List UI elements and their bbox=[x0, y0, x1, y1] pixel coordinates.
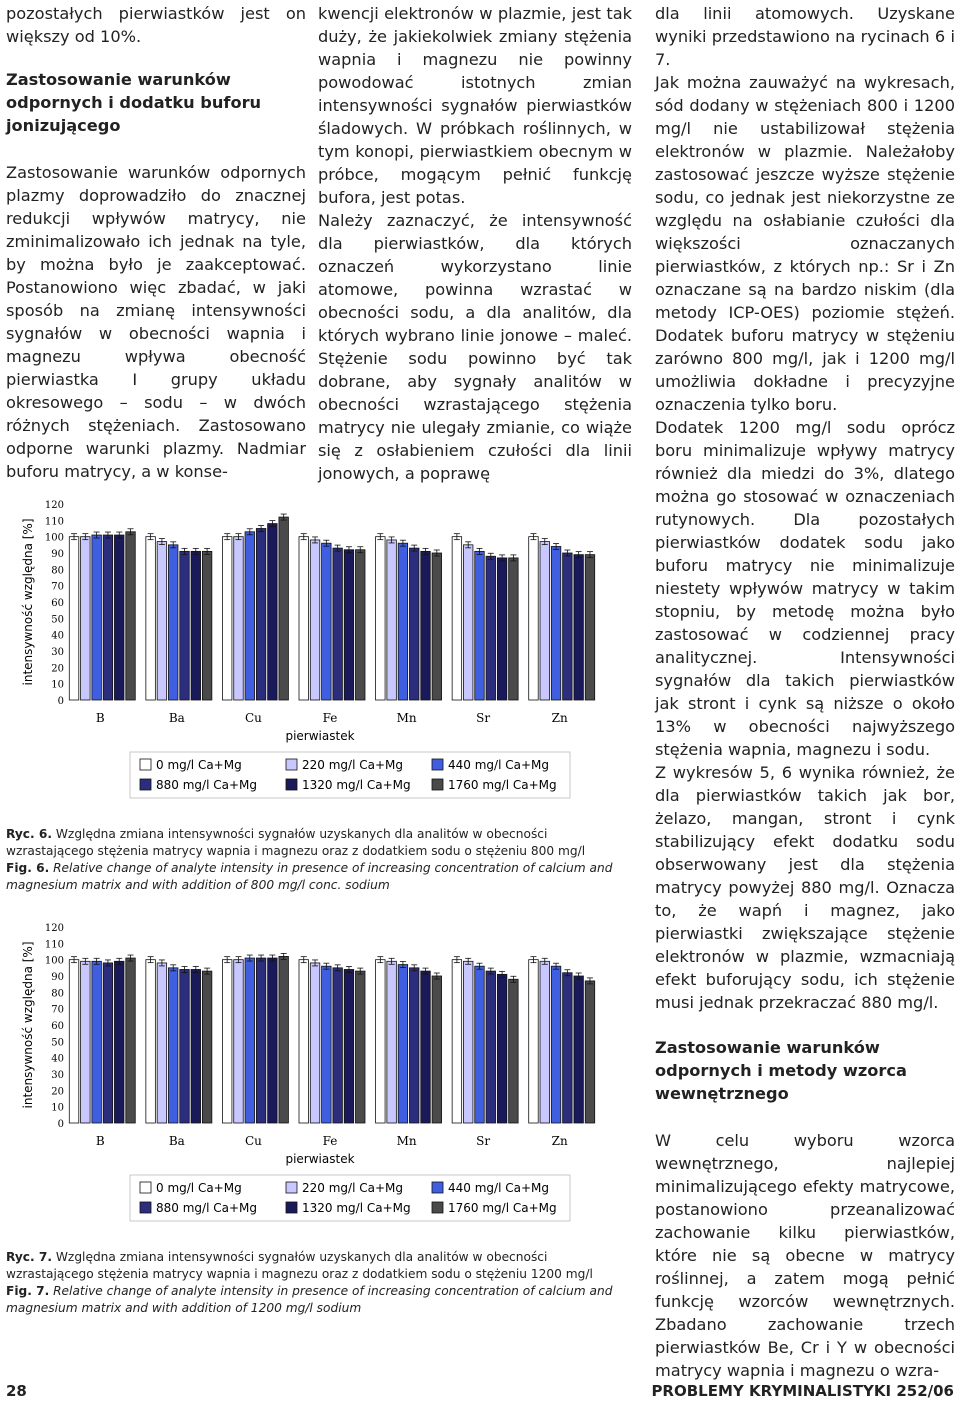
bar-b-0 bbox=[69, 960, 79, 1123]
y-tick-label: 20 bbox=[51, 663, 64, 675]
bar-mn-0 bbox=[376, 960, 386, 1123]
bar-cu-3 bbox=[256, 529, 266, 701]
page-number: 28 bbox=[6, 1382, 27, 1400]
paragraph: pozostałych pierwiastków jest on większy od 10%. bbox=[6, 4, 306, 46]
x-axis-label: pierwiastek bbox=[285, 729, 355, 743]
bar-sr-3 bbox=[486, 971, 496, 1123]
figure-6-caption bbox=[6, 826, 636, 894]
y-tick-label: 20 bbox=[51, 1086, 64, 1098]
y-axis-label: intensywność względna [%] bbox=[21, 518, 35, 686]
y-tick-label: 60 bbox=[51, 1021, 64, 1032]
y-tick-label: 110 bbox=[44, 516, 64, 528]
y-tick-label: 40 bbox=[51, 1053, 64, 1065]
legend-swatch bbox=[286, 779, 297, 790]
legend-label: 0 mg/l Ca+Mg bbox=[156, 1181, 242, 1195]
bar-fe-3 bbox=[333, 548, 343, 700]
bar-ba-1 bbox=[157, 542, 167, 700]
bar-ba-1 bbox=[157, 963, 167, 1123]
bar-zn-0 bbox=[529, 960, 539, 1123]
bar-cu-0 bbox=[222, 960, 232, 1123]
y-tick-label: 110 bbox=[44, 939, 64, 951]
bar-ba-2 bbox=[168, 545, 178, 700]
legend-swatch bbox=[140, 1182, 151, 1193]
legend-swatch bbox=[286, 759, 297, 770]
legend-swatch bbox=[140, 759, 151, 770]
legend-label: 1320 mg/l Ca+Mg bbox=[302, 778, 411, 792]
bar-ba-4 bbox=[191, 551, 201, 700]
y-tick-label: 120 bbox=[44, 923, 64, 934]
text-column-3 bbox=[655, 2, 955, 1382]
y-tick-label: 30 bbox=[51, 1070, 64, 1081]
caption-text: Relative change of analyte intensity in presence of increasing concentration of calcium and magnesium matrix and with addition of 800 mg/l conc. sodium bbox=[6, 861, 613, 892]
legend-swatch bbox=[432, 759, 443, 770]
y-tick-label: 10 bbox=[51, 1102, 64, 1114]
bar-ba-2 bbox=[168, 968, 178, 1123]
caption-text: Względna zmiana intensywności sygnałów uzyskanych dla analitów w obecności wzrastającego stężenia matrycy wapnia i magnezu oraz z dodatkiem sodu o stężeniu 1200 mg/l bbox=[6, 1250, 593, 1281]
y-tick-label: 30 bbox=[51, 647, 64, 658]
y-tick-label: 0 bbox=[57, 696, 64, 707]
bar-mn-5 bbox=[432, 553, 442, 700]
bar-ba-5 bbox=[202, 551, 212, 700]
bar-sr-5 bbox=[509, 558, 518, 700]
paragraph: Jak można zauważyć na wykresach, sód dodany w stężeniach 800 i 1200 mg/l nie ustabilizował stężenia elektronów w plazmie. Należałoby zastosować jeszcze wyższe stężenie sodu, co jednak jest niekorzystne ze względu na osłabianie czułości dla większości oznaczanych pierwiastków, z których np.: Sr i Zn oznaczane są na bardzo niskim (dla metody ICP-OES) poziomie stężeń. Dodatek buforu matrycy w stężeniu zarówno 800 mg/l, jak i 1200 mg/l umożliwia dokładne i precyzyjne oznaczenia tylko boru. bbox=[655, 73, 955, 414]
x-tick-label: Mn bbox=[396, 711, 417, 725]
x-tick-label: Ba bbox=[168, 1134, 185, 1148]
legend-swatch bbox=[140, 779, 151, 790]
bar-cu-3 bbox=[256, 958, 266, 1123]
figure-6-chart bbox=[0, 492, 640, 802]
bar-cu-1 bbox=[234, 537, 244, 700]
y-tick-label: 60 bbox=[51, 598, 64, 609]
bar-zn-2 bbox=[551, 966, 561, 1123]
caption-english bbox=[6, 860, 636, 894]
section-heading: Zastosowanie warunków odpornych i dodatku buforu jonizującego bbox=[6, 70, 262, 135]
bar-mn-1 bbox=[387, 961, 397, 1123]
bar-cu-5 bbox=[279, 517, 289, 700]
paragraph: dla linii atomowych. Uzyskane wyniki przedstawiono na rycinach 6 i 7. bbox=[655, 4, 955, 69]
bar-cu-1 bbox=[234, 960, 244, 1123]
bar-sr-0 bbox=[452, 537, 462, 700]
bar-zn-0 bbox=[529, 537, 539, 700]
legend-swatch bbox=[286, 1202, 297, 1213]
bar-zn-1 bbox=[540, 542, 550, 700]
bar-ba-4 bbox=[191, 969, 201, 1123]
journal-name: PROBLEMY KRYMINALISTYKI 252/06 bbox=[651, 1382, 954, 1400]
bar-mn-4 bbox=[421, 971, 431, 1123]
legend-label: 220 mg/l Ca+Mg bbox=[302, 758, 403, 772]
bar-b-2 bbox=[92, 535, 102, 700]
bar-mn-1 bbox=[387, 540, 397, 700]
paragraph: Dodatek 1200 mg/l sodu oprócz boru minimalizuje wpływy matrycy również dla miedzi do 3%, dlatego można go stosować w oznaczeniach rutynowych. Dla pozostałych pierwiastków dodatek sodu jako buforu matrycy nie minimalizuje niestety wpływów matrycy w takim stopniu, by metodę można było zastosować w codziennej pracy analitycznej. Intensywności sygnałów dla takich pierwiastków jak stront i cynk są niższe o około 13% w obecności najwyższego stężenia wapnia, magnezu i sodu. bbox=[655, 418, 955, 759]
caption-english bbox=[6, 1283, 636, 1317]
bar-mn-3 bbox=[409, 548, 419, 700]
bar-cu-5 bbox=[279, 956, 289, 1123]
bar-b-1 bbox=[81, 537, 91, 700]
y-tick-label: 0 bbox=[57, 1119, 64, 1130]
bar-ba-5 bbox=[202, 971, 212, 1123]
x-tick-label: B bbox=[95, 711, 105, 725]
bar-fe-1 bbox=[310, 540, 320, 700]
section-heading: Zastosowanie warunków odpornych i metody wzorca wewnętrznego bbox=[655, 1038, 907, 1103]
bar-fe-4 bbox=[344, 969, 354, 1123]
bar-fe-4 bbox=[344, 550, 354, 700]
legend-swatch bbox=[432, 1202, 443, 1213]
bar-b-0 bbox=[69, 537, 79, 700]
bar-zn-4 bbox=[574, 555, 584, 700]
bar-zn-5 bbox=[585, 555, 595, 700]
bar-b-3 bbox=[103, 535, 113, 700]
bar-zn-5 bbox=[585, 981, 595, 1123]
legend-swatch bbox=[432, 1182, 443, 1193]
paragraph: Należy zaznaczyć, że intensywność dla pierwiastków, dla których oznaczeń wykorzystano linie atomowe, powinna wzrastać w obecności sodu, a dla analitów, dla których wybrano linie jonowe – maleć. Stężenie sodu powinno być tak dobrane, aby sygnały analitów w obecności wzrastającego stężenia matrycy nie ulegały zmianie, co wiąże się z osłabieniem czułości dla linii jonowych, a poprawę bbox=[318, 211, 632, 483]
bar-mn-3 bbox=[409, 968, 419, 1123]
legend-label: 220 mg/l Ca+Mg bbox=[302, 1181, 403, 1195]
bar-mn-2 bbox=[398, 543, 408, 700]
bar-zn-2 bbox=[551, 546, 561, 700]
caption-label: Fig. 6. bbox=[6, 861, 50, 875]
y-tick-label: 10 bbox=[51, 679, 64, 691]
x-tick-label: Sr bbox=[476, 1134, 491, 1148]
bar-sr-3 bbox=[486, 556, 496, 700]
bar-sr-1 bbox=[463, 545, 473, 700]
x-tick-label: Fe bbox=[322, 1134, 338, 1148]
bar-mn-0 bbox=[376, 537, 386, 700]
bar-fe-3 bbox=[333, 968, 343, 1123]
bar-zn-1 bbox=[540, 961, 550, 1123]
text-column-2 bbox=[318, 2, 632, 485]
bar-cu-0 bbox=[222, 537, 232, 700]
bar-b-2 bbox=[92, 961, 102, 1123]
x-tick-label: Mn bbox=[396, 1134, 417, 1148]
bar-sr-0 bbox=[452, 960, 462, 1123]
bar-b-5 bbox=[126, 532, 135, 700]
bar-ba-3 bbox=[180, 969, 190, 1123]
y-tick-label: 100 bbox=[44, 955, 64, 967]
bar-fe-0 bbox=[299, 960, 309, 1123]
y-tick-label: 90 bbox=[51, 549, 64, 560]
bar-mn-5 bbox=[432, 976, 442, 1123]
figure-7-chart bbox=[0, 915, 640, 1225]
legend-label: 880 mg/l Ca+Mg bbox=[156, 778, 257, 792]
y-tick-label: 90 bbox=[51, 972, 64, 983]
legend-swatch bbox=[286, 1182, 297, 1193]
legend-swatch bbox=[432, 779, 443, 790]
y-tick-label: 70 bbox=[51, 581, 64, 593]
bar-ba-0 bbox=[146, 537, 156, 700]
bar-mn-4 bbox=[421, 551, 431, 700]
legend-label: 1760 mg/l Ca+Mg bbox=[448, 1201, 557, 1215]
bar-b-3 bbox=[103, 963, 113, 1123]
bar-cu-2 bbox=[245, 958, 255, 1123]
caption-label: Fig. 7. bbox=[6, 1284, 50, 1298]
bar-fe-2 bbox=[322, 543, 332, 700]
bar-zn-3 bbox=[563, 553, 573, 700]
y-tick-label: 100 bbox=[44, 532, 64, 544]
bar-mn-2 bbox=[398, 965, 408, 1123]
x-tick-label: Cu bbox=[244, 711, 262, 725]
bar-fe-5 bbox=[356, 550, 366, 700]
paragraph: Zastosowanie warunków odpornych plazmy doprowadziło do znacznej redukcji wpływów matrycy, nie zminimalizowało ich jednak na tyle, by można było je zaakceptować. Postanowiono więc zbadać, w jaki sposób na zmianę intensywności sygnałów w obecności wapnia i magnezu wpływa obecność pierwiastka I grupy układu okresowego – sodu – w dwóch różnych stężeniach. Zastosowano odporne warunki plazmy. Nadmiar buforu matrycy, a w konse- bbox=[6, 163, 306, 481]
y-tick-label: 80 bbox=[51, 988, 64, 1000]
x-tick-label: Ba bbox=[168, 711, 185, 725]
x-tick-label: Zn bbox=[551, 711, 568, 725]
x-tick-label: Cu bbox=[244, 1134, 262, 1148]
bar-fe-2 bbox=[322, 966, 332, 1123]
bar-b-1 bbox=[81, 961, 91, 1123]
caption-label: Ryc. 7. bbox=[6, 1250, 52, 1264]
legend-label: 440 mg/l Ca+Mg bbox=[448, 758, 549, 772]
x-tick-label: Sr bbox=[476, 711, 491, 725]
x-tick-label: B bbox=[95, 1134, 105, 1148]
paragraph: kwencji elektronów w plazmie, jest tak duży, że jakiekolwiek zmiany stężenia wapnia i magnezu nie powinny powodować istotnych zmian intensywności sygnałów pierwiastków śladowych. W próbkach roślinnych, w tym konopi, pierwiastkiem obecnym w próbce, mogącym pełnić funkcję bufora, jest potas. bbox=[318, 4, 632, 207]
bar-zn-3 bbox=[563, 973, 573, 1123]
y-tick-label: 120 bbox=[44, 500, 64, 511]
bar-cu-4 bbox=[268, 958, 278, 1123]
x-tick-label: Fe bbox=[322, 711, 338, 725]
bar-ba-0 bbox=[146, 960, 156, 1123]
bar-b-5 bbox=[126, 958, 135, 1123]
y-axis-label: intensywność względna [%] bbox=[21, 941, 35, 1109]
legend-label: 1760 mg/l Ca+Mg bbox=[448, 778, 557, 792]
caption-text: Względna zmiana intensywności sygnałów uzyskanych dla analitów w obecności wzrastającego stężenia matrycy wapnia i magnezu oraz z dodatkiem sodu o stężeniu 800 mg/l bbox=[6, 827, 586, 858]
x-tick-label: Zn bbox=[551, 1134, 568, 1148]
bar-zn-4 bbox=[574, 976, 584, 1123]
bar-sr-5 bbox=[509, 979, 518, 1123]
legend-label: 880 mg/l Ca+Mg bbox=[156, 1201, 257, 1215]
text-column-1 bbox=[6, 2, 306, 483]
paragraph: W celu wyboru wzorca wewnętrznego, najlepiej minimalizującego efekty matrycowe, postanowiono przeanalizować zachowanie kilku pierwiastków, które nie są obecne w matrycy roślinnej, a zatem mogą pełnić funkcję wzorców wewnętrznych. Zbadano zachowanie trzech pierwiastków Be, Cr i Y w obecności matrycy wapnia i magnezu o wzra- bbox=[655, 1131, 955, 1380]
bar-sr-1 bbox=[463, 961, 473, 1123]
y-tick-label: 40 bbox=[51, 630, 64, 642]
bar-sr-4 bbox=[497, 974, 507, 1123]
y-tick-label: 80 bbox=[51, 565, 64, 577]
bar-fe-1 bbox=[310, 963, 320, 1123]
figure-7-caption bbox=[6, 1249, 636, 1317]
legend-label: 440 mg/l Ca+Mg bbox=[448, 1181, 549, 1195]
bar-b-4 bbox=[114, 535, 124, 700]
legend-label: 1320 mg/l Ca+Mg bbox=[302, 1201, 411, 1215]
y-tick-label: 50 bbox=[51, 1037, 64, 1049]
bar-sr-2 bbox=[475, 551, 485, 700]
bar-ba-3 bbox=[180, 551, 190, 700]
caption-polish bbox=[6, 826, 636, 860]
bar-cu-4 bbox=[268, 524, 278, 700]
paragraph: Z wykresów 5, 6 wynika również, że dla pierwiastków takich jak bor, żelazo, mangan, stront i cynk stabilizujący efekt dodatku sodu obserwowany jest dla stężenia matrycy powyżej 880 mg/l. Oznacza to, że wapń i magnez, jako pierwiastki zwiększające stężenie elektronów w plazmie, wzmacniają efekt buforujący sodu, ich stężenie musi jednak przekraczać 880 mg/l. bbox=[655, 763, 955, 1012]
bar-sr-4 bbox=[497, 558, 507, 700]
bar-sr-2 bbox=[475, 966, 485, 1123]
bar-cu-2 bbox=[245, 532, 255, 700]
caption-label: Ryc. 6. bbox=[6, 827, 52, 841]
bar-fe-0 bbox=[299, 537, 309, 700]
y-tick-label: 70 bbox=[51, 1004, 64, 1016]
x-axis-label: pierwiastek bbox=[285, 1152, 355, 1166]
caption-polish bbox=[6, 1249, 636, 1283]
y-tick-label: 50 bbox=[51, 614, 64, 626]
legend-label: 0 mg/l Ca+Mg bbox=[156, 758, 242, 772]
caption-text: Relative change of analyte intensity in presence of increasing concentration of calcium and magnesium matrix and with addition of 1200 mg/l sodium bbox=[6, 1284, 613, 1315]
bar-b-4 bbox=[114, 961, 124, 1123]
legend-swatch bbox=[140, 1202, 151, 1213]
bar-fe-5 bbox=[356, 971, 366, 1123]
